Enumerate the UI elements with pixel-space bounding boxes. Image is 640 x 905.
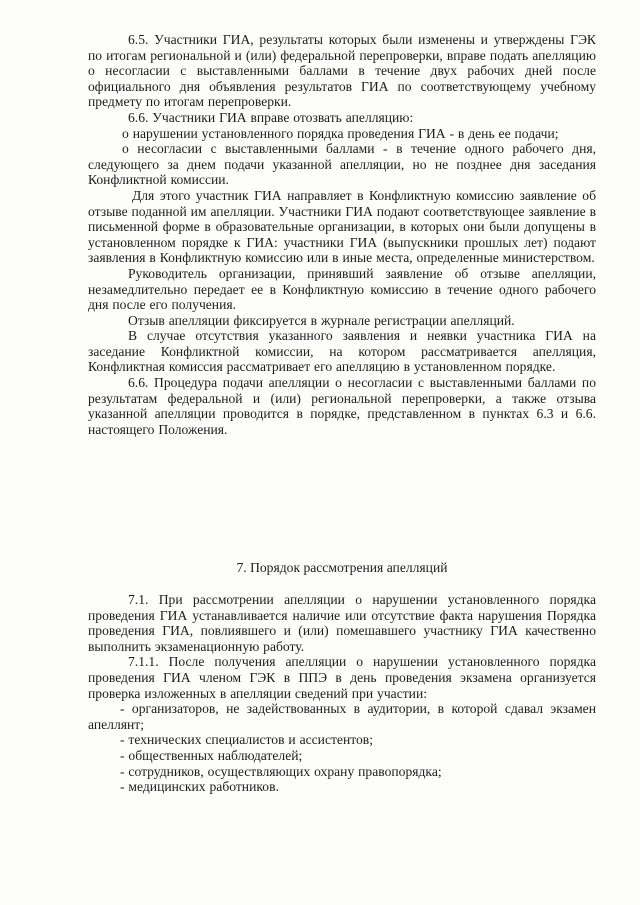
paragraph-6-6-procedure: 6.6. Процедура подачи апелляции о несогласии с выставленными баллами по результатам федеральной и (или) региональной перепроверки, а также отзыва указанной апелляции проводится в порядке, представленном в пунктах 6.3 и 6.6. настоящего Положения. <box>88 375 596 437</box>
paragraph-withdraw-registration: Отзыв апелляции фиксируется в журнале регистрации апелляций. <box>128 312 515 328</box>
paragraph-head-of-organization: Руководитель организации, принявший заявление об отзыве апелляции, незамедлительно передает ее в Конфликтную комиссию в течение одного рабочего дня после его получения. <box>88 265 596 313</box>
list-item-organizers: - организаторов, не задействованных в аудитории, в которой сдавал экзамен апеллянт; <box>88 701 596 732</box>
list-item-medical-workers: - медицинских работников. <box>120 779 279 795</box>
paragraph-withdraw-violation: о нарушении установленного порядка проведения ГИА - в день ее подачи; <box>122 125 559 141</box>
paragraph-7-1: 7.1. При рассмотрении апелляции о нарушении установленного порядка проведения ГИА устанавливается наличие или отсутствие факта нарушения Порядка проведения ГИА, повлиявшего и (или) помешавшего участнику ГИА качественно выполнить экзаменационную работу. <box>88 592 596 654</box>
paragraph-withdraw-procedure: Для этого участник ГИА направляет в Конфликтную комиссию заявление об отзыве поданной им апелляции. Участники ГИА подают соответствующее заявление в письменной форме в образовательные организации, в которых они были допущены в установленном порядке к ГИА: участники ГИА (выпускники прошлых лет) подают заявления в Конфликтную комиссию или в иные места, определенные министерством. <box>88 187 596 266</box>
paragraph-6-5: 6.5. Участники ГИА, результаты которых были изменены и утверждены ГЭК по итогам региональной и (или) федеральной перепроверки, вправе подать апелляцию о несогласии с выставленными баллами в течение двух рабочих дней после официального дня объявления результатов ГИА по соответствующему учебному предмету по итогам перепроверки. <box>88 32 596 110</box>
top-text-block <box>88 32 596 437</box>
list-item-public-observers: - общественных наблюдателей; <box>120 747 303 763</box>
paragraph-withdraw-disagreement: о несогласии с выставленными баллами - в течение одного рабочего дня, следующего за днем подачи указанной апелляции, но не позднее дня заседания Конфликтной комиссии. <box>88 141 596 188</box>
list-item-technical-specialists: - технических специалистов и ассистентов; <box>120 732 373 748</box>
bottom-text-block <box>88 592 596 795</box>
paragraph-6-6-intro: 6.6. Участники ГИА вправе отозвать апелляцию: <box>128 109 414 125</box>
paragraph-no-application: В случае отсутствия указанного заявления и неявки участника ГИА на заседание Конфликтной комиссии, на котором рассматривается апелляция, Конфликтная комиссия рассматривает его апелляцию в установленном порядке. <box>88 328 596 375</box>
list-item-law-enforcement: - сотрудников, осуществляющих охрану правопорядка; <box>120 763 442 779</box>
section-7-heading: 7. Порядок рассмотрения апелляций <box>236 560 448 575</box>
paragraph-7-1-1: 7.1.1. После получения апелляции о нарушении установленного порядка проведения ГИА членом ГЭК в ППЭ в день проведения экзамена организуется проверка изложенных в апелляции сведений при участии: <box>88 654 596 701</box>
